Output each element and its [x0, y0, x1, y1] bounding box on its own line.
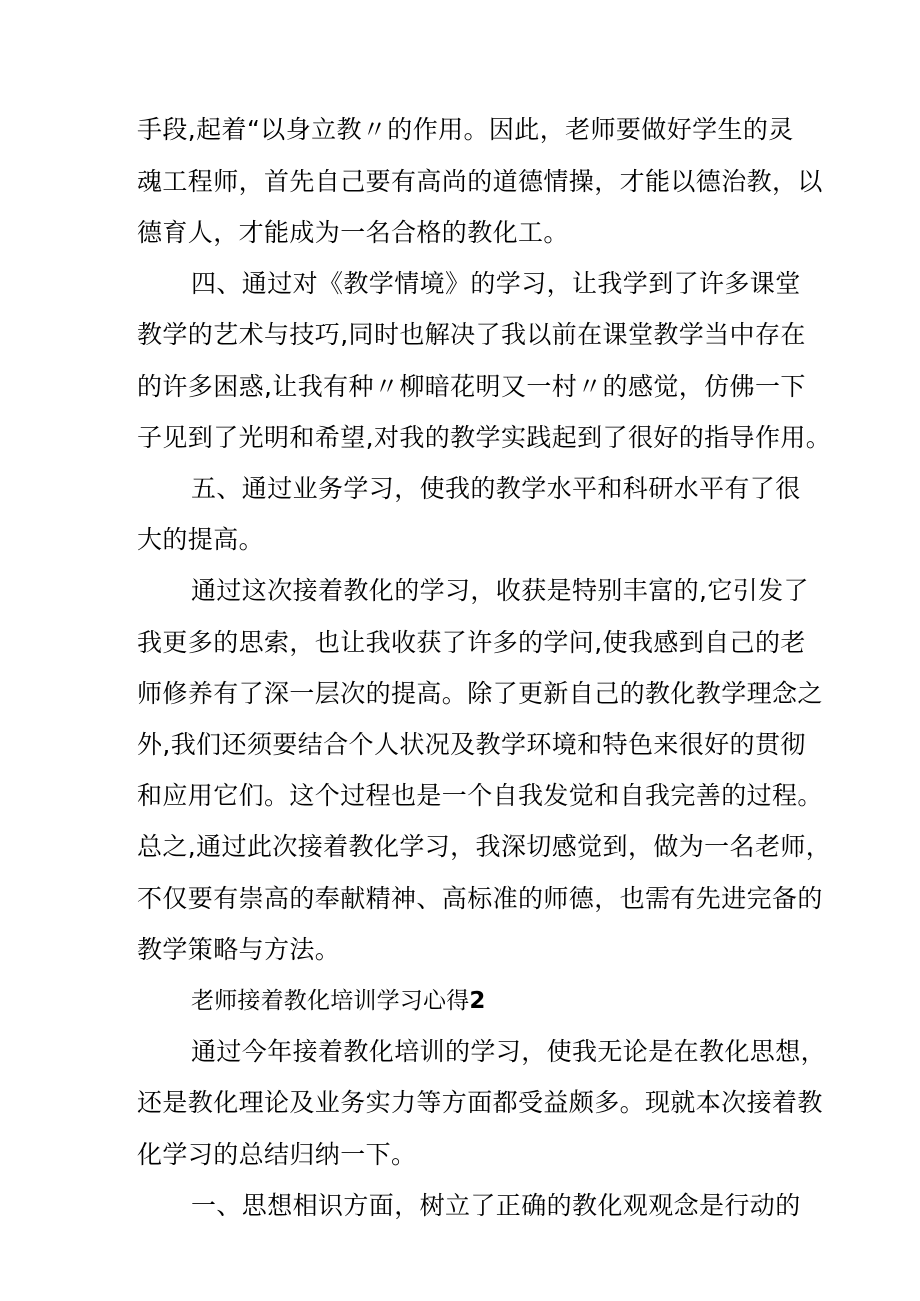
text-line: 四、通过对《教学情境》的学习，让我学到了许多课堂 [191, 269, 801, 298]
text-line: 五、通过业务学习，使我的教学水平和科研水平有了很 [191, 474, 801, 503]
text-line: 我更多的思索，也让我收获了许多的学问,使我感到自己的老 [137, 628, 806, 657]
text-line: 一、思想相识方面，树立了正确的教化观观念是行动的 [191, 1191, 801, 1220]
text-line: 手段,起着“以身立教〃的作用。因此，老师要做好学生的灵 [137, 115, 794, 144]
text-line: 通过今年接着教化培训的学习，使我无论是在教化思想， [191, 1037, 827, 1066]
section-heading-text: 老师接着教化培训学习心得 [191, 988, 470, 1014]
text-line: 教学的艺术与技巧,同时也解决了我以前在课堂教学当中存在 [137, 320, 806, 349]
text-line: 外,我们还须要结合个人状况及教学环境和特色来很好的贯彻 [137, 730, 806, 759]
text-line: 魂工程师，首先自己要有高尚的道德情操，才能以德治教，以 [137, 167, 823, 196]
section-heading [191, 985, 486, 1017]
text-line: 的许多困惑,让我有种〃柳暗花明又一村〃的感觉，仿佛一下 [137, 372, 806, 401]
text-line: 大的提高。 [137, 525, 265, 554]
text-line: 德育人，才能成为一名合格的教化工。 [137, 218, 569, 247]
text-line: 还是教化理论及业务实力等方面都受益颇多。现就本次接着教 [137, 1088, 823, 1117]
text-line: 不仅要有崇高的奉献精神、高标准的师德，也需有先进完备的 [137, 884, 823, 913]
text-line: 子见到了光明和希望,对我的教学实践起到了很好的指导作用。 [137, 423, 832, 452]
section-heading-number: 2 [469, 988, 486, 1014]
text-line: 总之,通过此次接着教化学习，我深切感觉到，做为一名老师， [137, 832, 832, 861]
text-line: 师修养有了深一层次的提高。除了更新自己的教化教学理念之 [137, 679, 823, 708]
text-line: 教学策略与方法。 [137, 935, 341, 964]
text-line: 通过这次接着教化的学习，收获是特别丰富的,它引发了 [191, 576, 809, 605]
text-line: 化学习的总结归纳一下。 [137, 1140, 417, 1169]
text-line: 和应用它们。这个过程也是一个自我发觉和自我完善的过程。 [137, 781, 823, 810]
